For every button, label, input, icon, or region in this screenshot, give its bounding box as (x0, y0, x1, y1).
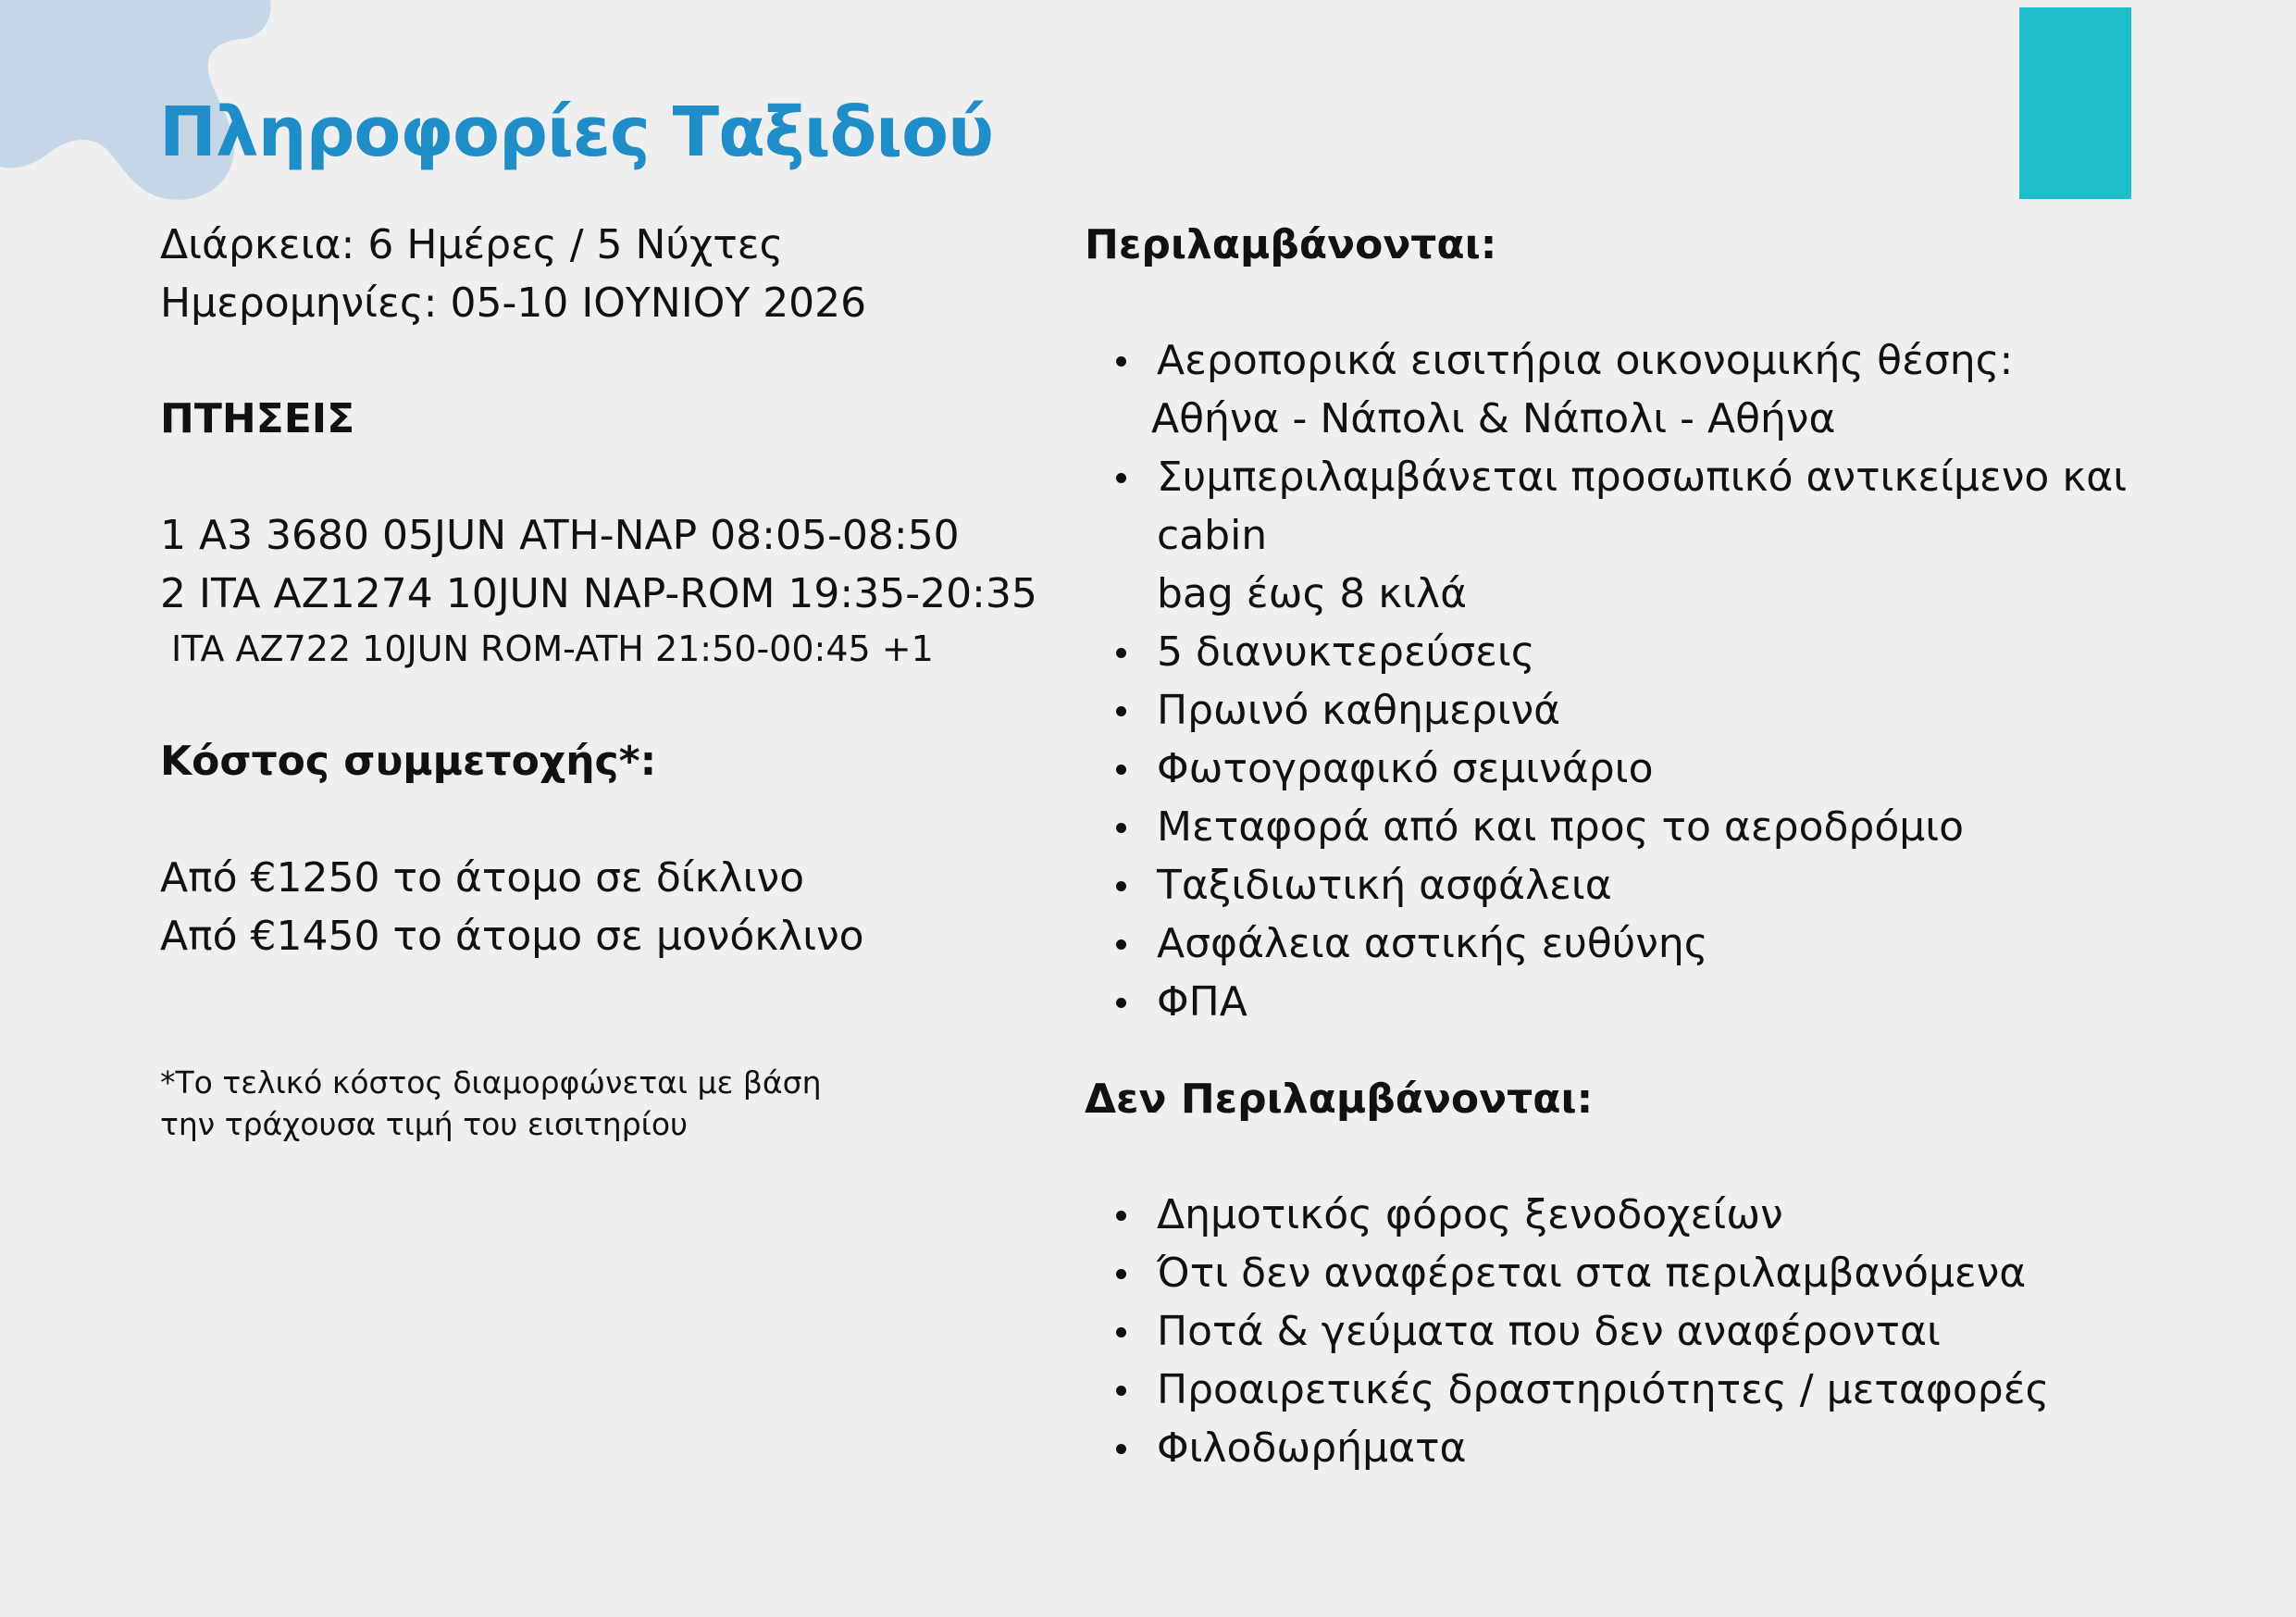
list-item: Φωτογραφικό σεμινάριο (1085, 740, 2195, 798)
trip-info-column (160, 216, 1049, 1145)
included-heading: Περιλαμβάνονται: (1085, 221, 1497, 268)
list-item: Ασφάλεια αστικής ευθύνης (1085, 914, 2195, 973)
accent-bar (2019, 7, 2131, 199)
list-item: Προαιρετικές δραστηριότητες / μεταφορές (1085, 1361, 2195, 1419)
inclusions-column (1085, 216, 2195, 1477)
flight-item: ITA AZ722 10JUN ROM-ATH 21:50-00:45 +1 (171, 628, 934, 669)
list-item (1085, 331, 2195, 448)
list-item: Ποτά & γεύματα που δεν αναφέρονται (1085, 1302, 2195, 1361)
flight-item: 1 A3 3680 05JUN ATH-NAP 08:05-08:50 (160, 512, 960, 559)
cost-footnote: *Το τελικό κόστος διαμορφώνεται με βάση την τράχουσα τιμή του εισιτηρίου (160, 1064, 822, 1142)
list-item: Ταξιδιωτική ασφάλεια (1085, 856, 2195, 914)
cost-single: Από €1450 το άτομο σε μονόκλινο (160, 913, 864, 960)
cost-heading: Κόστος συμμετοχής*: (160, 738, 657, 785)
not-included-heading: Δεν Περιλαμβάνονται: (1085, 1076, 1594, 1123)
trip-dates: Ημερομηνίες: 05-10 ΙΟΥΝΙΟΥ 2026 (160, 280, 867, 327)
list-item-text: Αεροπορικά εισιτήρια οικονομικής θέσης: (1157, 337, 2014, 384)
flight-item: 2 ITA AZ1274 10JUN NAP-ROM 19:35-20:35 (160, 570, 1037, 617)
not-included-list (1085, 1186, 2195, 1477)
list-item-continuation: Αθήνα - Νάπολι & Νάπολι - Αθήνα (1151, 395, 1836, 442)
list-item: Δημοτικός φόρος ξενοδοχείων (1085, 1186, 2195, 1244)
list-item-continuation: bag έως 8 κιλά (1157, 570, 1468, 617)
list-item: Φιλοδωρήματα (1085, 1419, 2195, 1477)
cost-double: Από €1250 το άτομο σε δίκλινο (160, 854, 804, 902)
list-item: Μεταφορά από και προς το αεροδρόμιο (1085, 798, 2195, 856)
page-title: Πληροφορίες Ταξιδιού (159, 93, 993, 172)
list-item: Ότι δεν αναφέρεται στα περιλαμβανόμενα (1085, 1244, 2195, 1302)
included-list (1085, 331, 2195, 1031)
trip-duration: Διάρκεια: 6 Ημέρες / 5 Νύχτες (160, 221, 784, 268)
list-item: Πρωινό καθημερινά (1085, 681, 2195, 740)
flights-heading: ΠΤΗΣΕΙΣ (160, 395, 355, 442)
list-item: 5 διανυκτερεύσεις (1085, 623, 2195, 681)
list-item-text: Συμπεριλαμβάνεται προσωπικό αντικείμενο και cabin (1157, 454, 2128, 559)
list-item (1085, 448, 2195, 623)
list-item: ΦΠΑ (1085, 973, 2195, 1031)
